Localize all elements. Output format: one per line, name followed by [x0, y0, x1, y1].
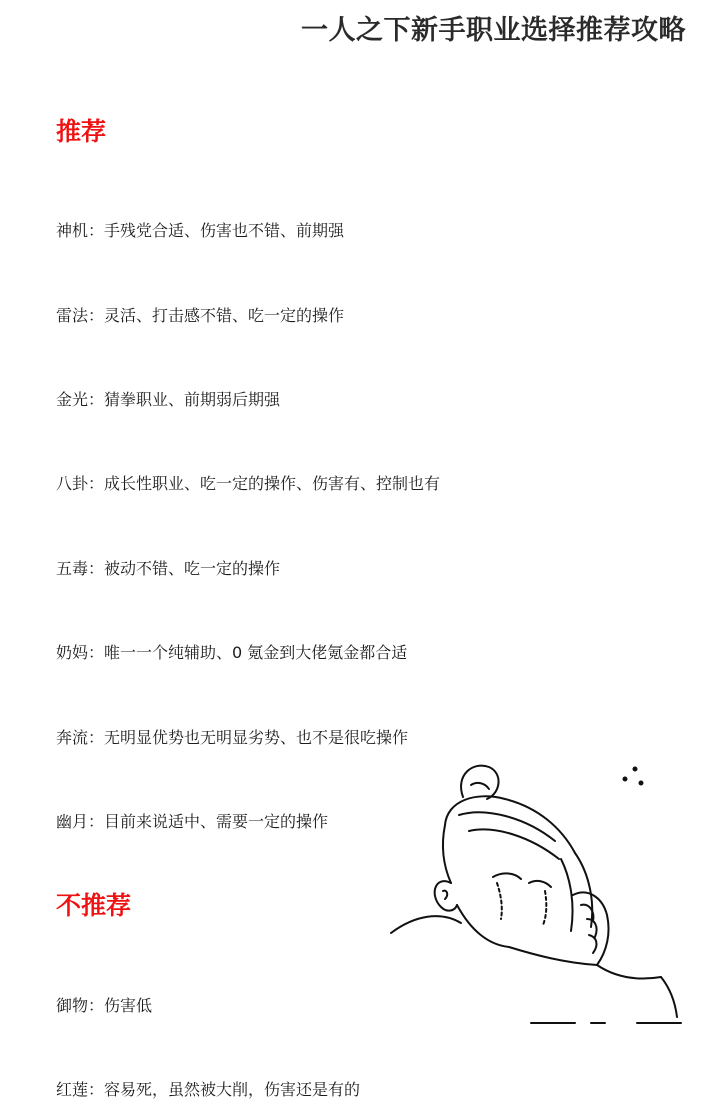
recommended-item-youyue: 幽月：目前来说适中、需要一定的操作 — [56, 812, 329, 831]
recommended-item-leifa: 雷法：灵活、打击感不错、吃一定的操作 — [56, 306, 345, 325]
recommended-item-bagua: 八卦：成长性职业、吃一定的操作、伤害有、控制也有 — [56, 474, 441, 493]
not-recommended-heading: 不推荐 — [56, 891, 132, 920]
recommended-item-jinguang: 金光：猜拳职业、前期弱后期强 — [56, 390, 281, 409]
page-title: 一人之下新手职业选择推荐攻略 — [301, 15, 686, 46]
crying-character-illustration — [385, 755, 685, 1030]
recommended-item-nainma: 奶妈：唯一一个纯辅助、0 氪金到大佬氪金都合适 — [56, 643, 408, 662]
recommended-item-shenji: 神机：手残党合适、伤害也不错、前期强 — [56, 221, 345, 240]
recommended-item-wudu: 五毒：被动不错、吃一定的操作 — [56, 559, 281, 578]
not-recommended-item-honglian: 红莲：容易死，虽然被大削，伤害还是有的 — [56, 1080, 361, 1099]
recommended-heading: 推荐 — [56, 117, 107, 146]
recommended-item-benliu: 奔流：无明显优势也无明显劣势、也不是很吃操作 — [56, 728, 409, 747]
not-recommended-item-yuwu: 御物：伤害低 — [56, 996, 153, 1015]
